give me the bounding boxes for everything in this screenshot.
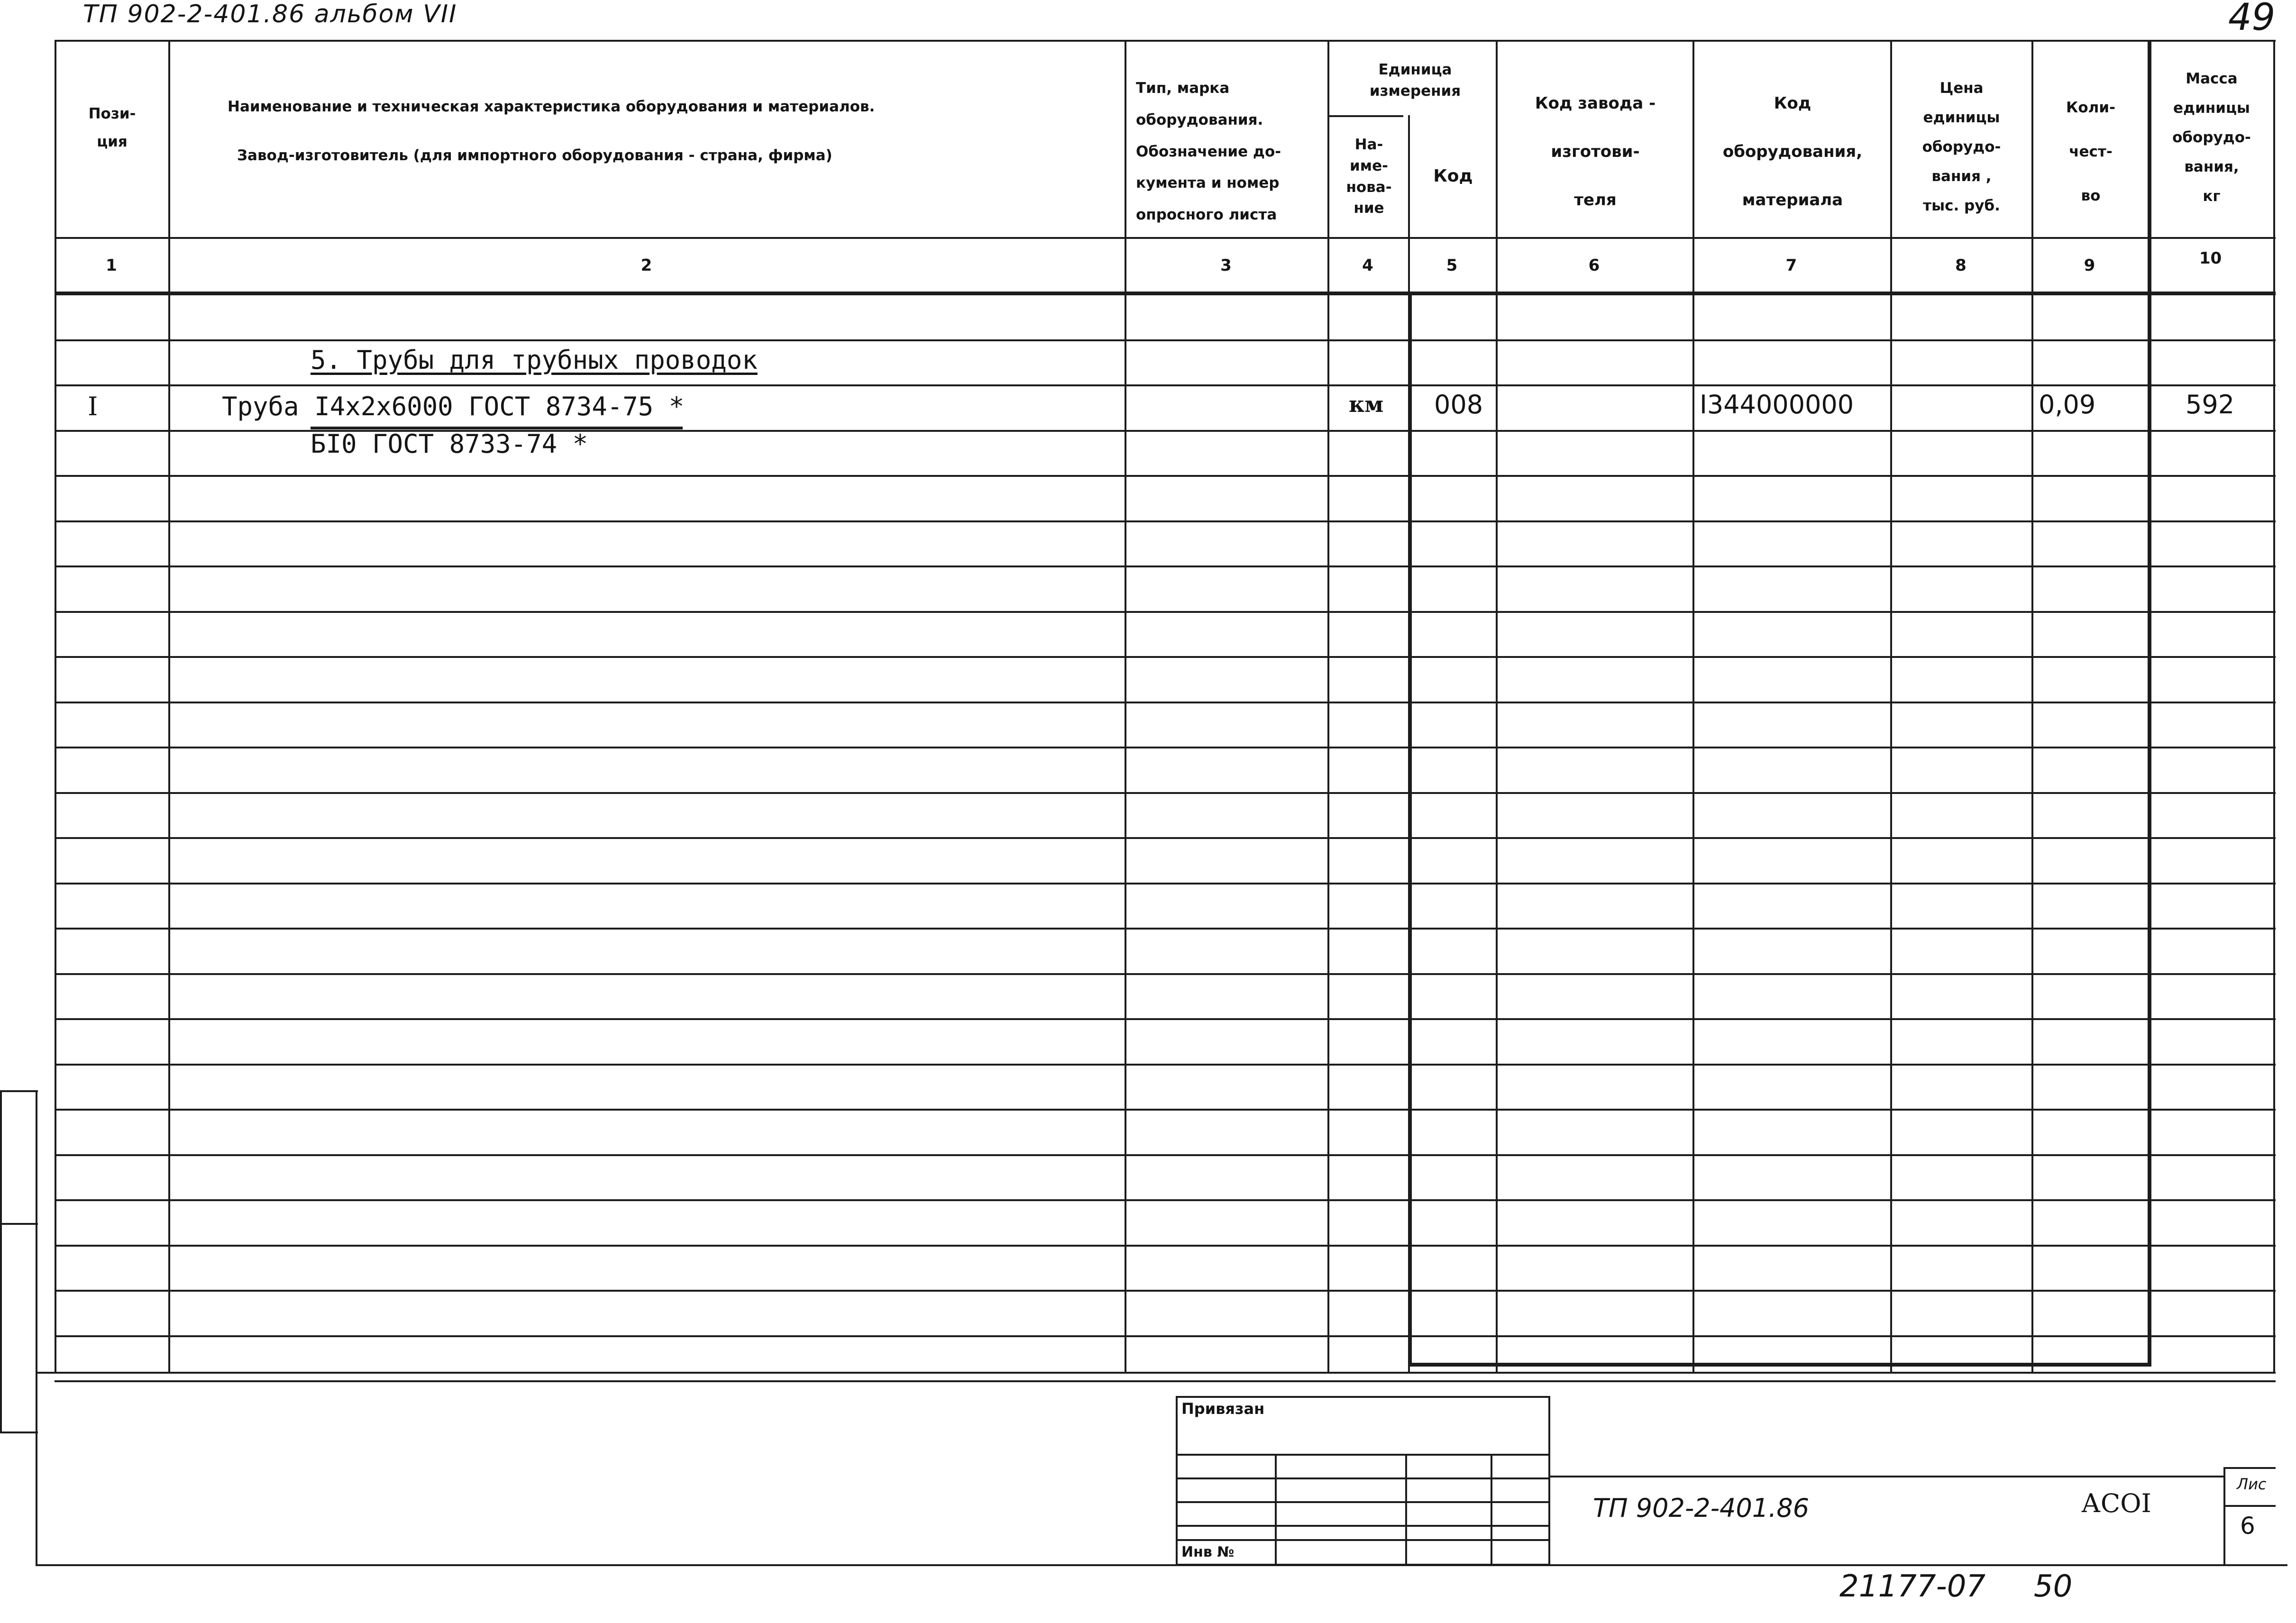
col-7-header: Код оборудования, материала bbox=[1722, 94, 1863, 210]
col-1-header: Пози- ция bbox=[88, 105, 136, 150]
table-row-line bbox=[55, 928, 2276, 930]
col-num-4: 4 bbox=[1362, 256, 1373, 275]
stamp-inv-no-label: Инв № bbox=[1181, 1544, 1235, 1560]
col-2-header-line2: Завод-изготовитель (для импортного оборудования - страна, фирма) bbox=[237, 146, 832, 164]
col-3-header: Тип, марка оборудования. Обозначение до- кумента и номер опросного листа bbox=[1136, 80, 1281, 223]
table-row-line bbox=[55, 1380, 2276, 1382]
table-row-line bbox=[55, 565, 2276, 567]
col-10-header: Масса единицы оборудо- вания, кг bbox=[2172, 70, 2251, 205]
col-4-header: На- име- нова- ние bbox=[1346, 136, 1392, 217]
table-row-line bbox=[55, 339, 2276, 341]
col-num-1: 1 bbox=[106, 256, 117, 275]
table-row-line bbox=[55, 611, 2276, 613]
col-num-8: 8 bbox=[1955, 256, 1967, 275]
table-row-line bbox=[55, 475, 2276, 477]
table-row-line bbox=[55, 1154, 2276, 1156]
col-num-6: 6 bbox=[1588, 256, 1600, 275]
col-num-2: 2 bbox=[640, 256, 652, 275]
table-row-line bbox=[55, 792, 2276, 794]
table-row-line bbox=[55, 656, 2276, 658]
item-unit-code: 008 bbox=[1434, 390, 1483, 419]
table-row-line bbox=[55, 883, 2276, 884]
table-row-line bbox=[55, 837, 2276, 839]
table-row-line bbox=[55, 1109, 2276, 1111]
table-row-line bbox=[55, 1064, 2276, 1066]
document-code: ТП 902-2-401.86 альбом VII bbox=[83, 0, 457, 28]
item-mass: 592 bbox=[2186, 390, 2235, 419]
col-num-9: 9 bbox=[2084, 256, 2095, 275]
stamp-block bbox=[1176, 1396, 1550, 1566]
page-corner-number: 49 bbox=[2228, 0, 2276, 39]
col-2-header-line1: Наименование и техническая характеристика оборудования и материалов. bbox=[228, 98, 875, 115]
item-material-code: I344000000 bbox=[1700, 390, 1854, 419]
stamp-sheet-mark: АСОI bbox=[2081, 1488, 2151, 1518]
col-num-5: 5 bbox=[1446, 256, 1458, 275]
item-name-line1: Труба I4x2x6000 ГОСТ 8734-75 * bbox=[222, 392, 685, 421]
stamp-sheet-label: Лис bbox=[2237, 1475, 2267, 1493]
table-row-line bbox=[55, 1335, 2276, 1337]
table-row-line bbox=[55, 973, 2276, 975]
table-row-line bbox=[55, 747, 2276, 748]
col-5-header: Код bbox=[1433, 166, 1473, 186]
table-row-line bbox=[55, 1018, 2276, 1020]
col-9-header: Коли- чест- во bbox=[2066, 99, 2115, 204]
table-row-line bbox=[55, 520, 2276, 522]
item-quantity: 0,09 bbox=[2039, 390, 2096, 419]
col-num-7: 7 bbox=[1785, 256, 1797, 275]
item-position: I bbox=[88, 392, 98, 421]
stamp-sheet-number: 6 bbox=[2240, 1512, 2255, 1540]
table-row-line bbox=[55, 384, 2276, 386]
table-row-line bbox=[55, 702, 2276, 703]
table-row-line bbox=[55, 1290, 2276, 1292]
stamp-privyazan-label: Привязан bbox=[1181, 1400, 1265, 1418]
bottom-handwritten-note: 21177-07 50 bbox=[1839, 1569, 2073, 1604]
table-row-line bbox=[55, 1245, 2276, 1247]
table-row-line bbox=[55, 1199, 2276, 1201]
item-name-line2: БI0 ГОСТ 8733-74 * bbox=[311, 429, 588, 459]
col-6-header: Код завода - изготови- теля bbox=[1535, 94, 1656, 210]
col-num-10: 10 bbox=[2199, 249, 2222, 268]
col-num-3: 3 bbox=[1220, 256, 1232, 275]
stamp-project-code: ТП 902-2-401.86 bbox=[1593, 1493, 1810, 1523]
unit-group-header: Единица измерения bbox=[1369, 61, 1461, 100]
section-title: 5. Трубы для трубных проводок bbox=[311, 345, 758, 375]
col-8-header: Цена единицы оборудо- вания , тыс. руб. bbox=[1922, 80, 2001, 214]
item-unit-name: км bbox=[1349, 392, 1384, 417]
